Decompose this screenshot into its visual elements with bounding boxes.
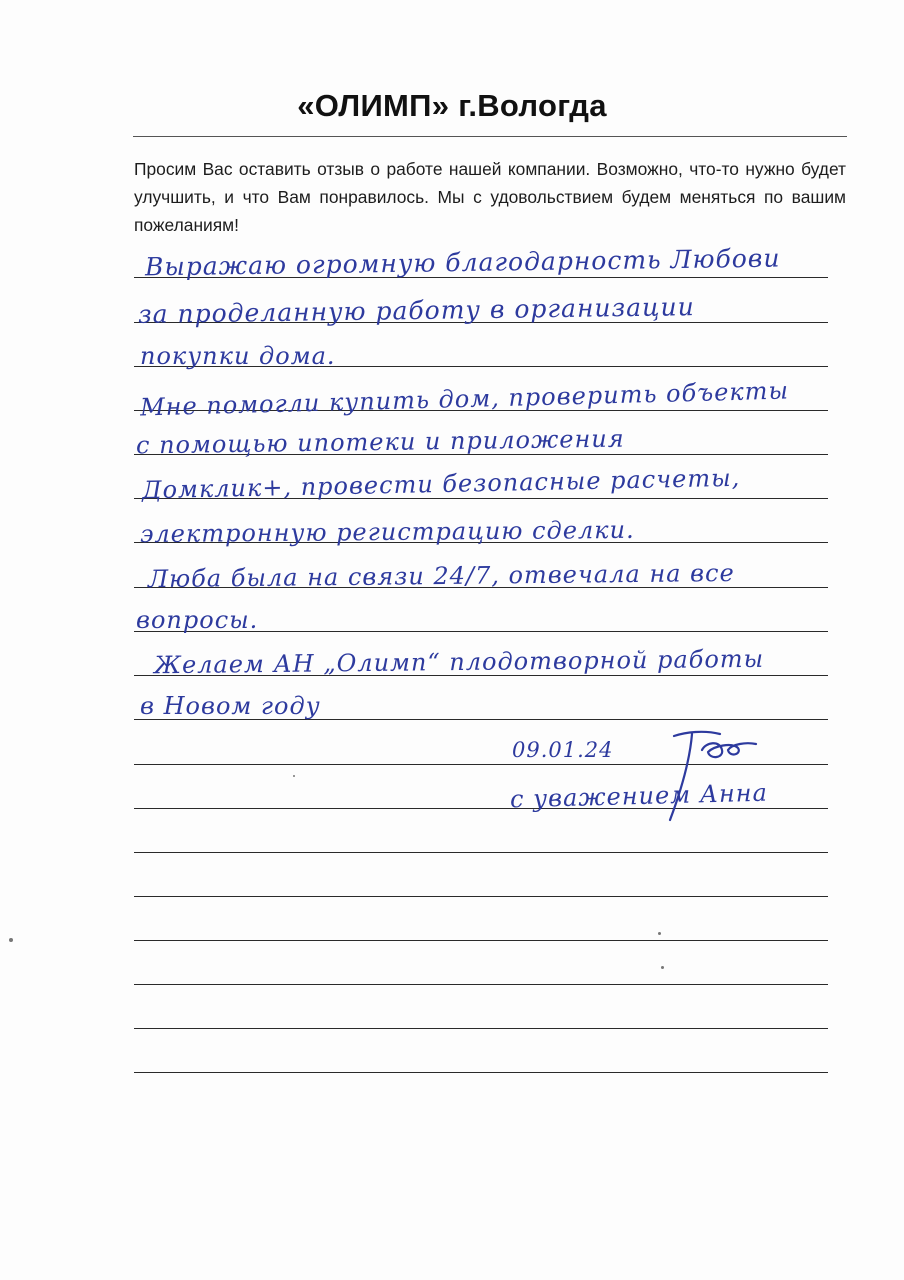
ruled-line — [134, 1072, 828, 1073]
handwritten-line: Мне помогли купить дом, проверить объекты — [139, 376, 790, 422]
scan-speck — [658, 932, 661, 935]
intro-paragraph: Просим Вас оставить отзыв о работе нашей компании. Возможно, что-то нужно будет улучшить, и что Вам понравилось. Мы с удовольствием будем меняться по вашим пожеланиям! — [134, 159, 846, 235]
handwritten-line: Желаем АН „Олимп“ плодотворной работы — [153, 644, 765, 680]
handwritten-line: электронную регистрацию сделки. — [139, 515, 635, 549]
closing-signature-text: с уважением Анна — [509, 778, 769, 814]
ruled-line — [134, 940, 828, 941]
handwritten-line: с помощью ипотеки и приложения — [135, 424, 625, 460]
ruled-line — [134, 896, 828, 897]
review-date: 09.01.24 — [512, 738, 614, 762]
ruled-line — [134, 1028, 828, 1029]
scan-speck — [661, 966, 664, 969]
handwritten-line: Люба была на связи 24/7, отвечала на все — [147, 558, 735, 594]
handwritten-line: Домклик+, провести безопасные расчеты, — [141, 463, 741, 505]
ruled-line — [134, 852, 828, 853]
scan-speck — [9, 938, 13, 942]
ruled-line — [134, 984, 828, 985]
handwritten-line: покупки дома. — [140, 342, 336, 370]
title-divider — [133, 136, 847, 137]
form-title: «ОЛИМП» г.Вологда — [297, 88, 607, 123]
handwritten-line: в Новом году — [140, 692, 321, 720]
scan-speck — [293, 775, 295, 777]
handwritten-line: вопросы. — [136, 606, 259, 634]
signature-mark — [646, 728, 766, 824]
handwritten-line: за проделанную работу в организации — [137, 292, 695, 329]
handwritten-line: Выражаю огромную благодарность Любови — [144, 243, 781, 282]
